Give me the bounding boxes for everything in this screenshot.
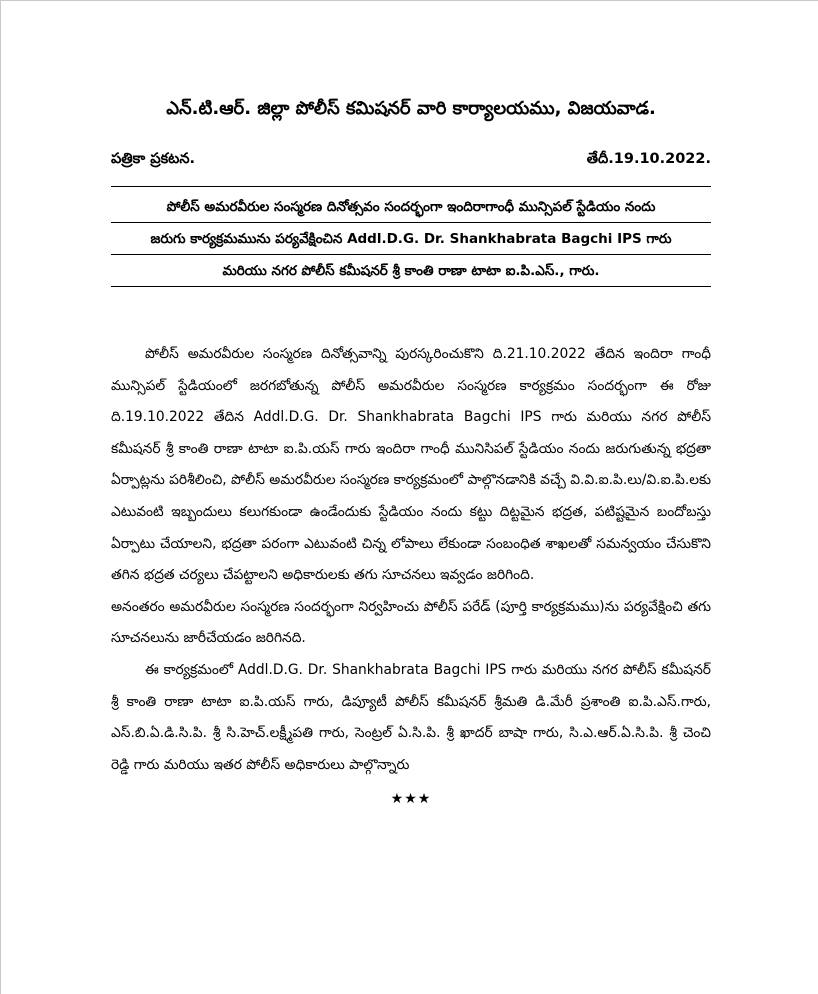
document-page — [111, 96, 711, 807]
office-title: ఎన్.టి.ఆర్. జిల్లా పోలీస్ కమిషనర్ వారి కార్యాలయము, విజయవాడ. — [166, 98, 656, 119]
meta-row — [111, 148, 711, 170]
body-paragraph: ఈ కార్యక్రమంలో Addl.D.G. Dr. Shankhabrata Bagchi IPS గారు మరియు నగర పోలీస్ కమీషనర్ శ్రీ కాంతి రాణా టాటా ఐ.పి.యస్ గారు, డిప్యూటీ పోలీస్ కమీషనర్ శ్రీమతి డి.మేరీ ప్రశాంతి ఐ.పి.ఎస్.గారు, ఎస్.బి.ఏ.డి.సి.పి. శ్రీ సి.హెచ్.లక్ష్మీపతి గారు, సెంట్రల్ ఏ.సి.పి. శ్రీ ఖాదర్ బాషా గారు, సి.ఎ.ఆర్.ఏ.సి.పి. శ్రీ చెంచి రెడ్డి గారు మరియు ఇతర పోలీస్ అధికారులు పాల్గొన్నారు — [111, 661, 711, 773]
subject-heading-line: పోలీస్ అమరవీరుల సంస్మరణ దినోత్సవం సందర్భంగా ఇందిరాగాంధీ మున్సిపల్ స్టేడియం నందు — [111, 191, 711, 223]
press-release-body — [111, 339, 711, 781]
subject-heading — [111, 186, 711, 287]
page-top-edge — [0, 0, 818, 1]
press-release-label: పత్రికా ప్రకటన. — [111, 151, 196, 167]
body-paragraph: అనంతరం అమరవీరుల సంస్మరణ సందర్భంగా నిర్వహించు పోలీస్ పరేడ్ (పూర్తి కార్యక్రమము)ను పర్యవేక్షించి తగు సూచనలును జారీచేయడం జరిగినది. — [111, 598, 711, 647]
document-date: తేదీ.19.10.2022. — [586, 151, 711, 167]
page-left-edge — [0, 0, 1, 994]
subject-heading-line: జరుగు కార్యక్రమమును పర్యవేక్షించిన Addl.D.G. Dr. Shankhabrata Bagchi IPS గారు — [111, 223, 711, 255]
body-paragraph: పోలీస్ అమరవీరుల సంస్మరణ దినోత్సవాన్ని పురస్కరించుకొని ది.21.10.2022 తేదిన ఇందిరా గాంధీ మున్సిపల్ స్టేడియంలో జరగబోతున్న పోలీస్ అమరవీరుల సంస్మరణ కార్యక్రమం సందర్భంగా ఈ రోజు ది.19.10.2022 తేదిన Addl.D.G. Dr. Shankhabrata Bagchi IPS గారు మరియు నగర పోలీస్ కమీషనర్ శ్రీ కాంతి రాణా టాటా ఐ.పి.యస్ గారు ఇందిరా గాంధీ మునిసిపల్ స్టేడియం నందు జరుగుతున్న భద్రతా ఏర్పాట్లను పరిశీలించి, పోలీస్ అమరవీరుల సంస్మరణ కార్యక్రమంలో పాల్గొనడానికి వచ్చే వి.వి.ఐ.పి.లు/వి.ఐ.పి.లకు ఎటువంటి ఇబ్బందులు కలుగకుండా ఉండేందుకు స్టేడియం నందు కట్టు దిట్టమైన భద్రత, పటిష్టమైన బందోబస్తు ఏర్పాటు చేయాలని, భద్రతా పరంగా ఎటువంటి చిన్న లోపాలు లేకుండా సంబంధిత శాఖలతో సమన్వయం చేసుకొని తగిన భద్రత చర్యలు చేపట్టాలని అధికారులకు తగు సూచనలు ఇవ్వడం జరిగింది. — [111, 346, 711, 584]
end-mark: ★★★ — [390, 791, 432, 808]
subject-heading-line: మరియు నగర పోలీస్ కమీషనర్ శ్రీ కాంతి రాణా టాటా ఐ.పి.ఎస్., గారు. — [111, 255, 711, 287]
